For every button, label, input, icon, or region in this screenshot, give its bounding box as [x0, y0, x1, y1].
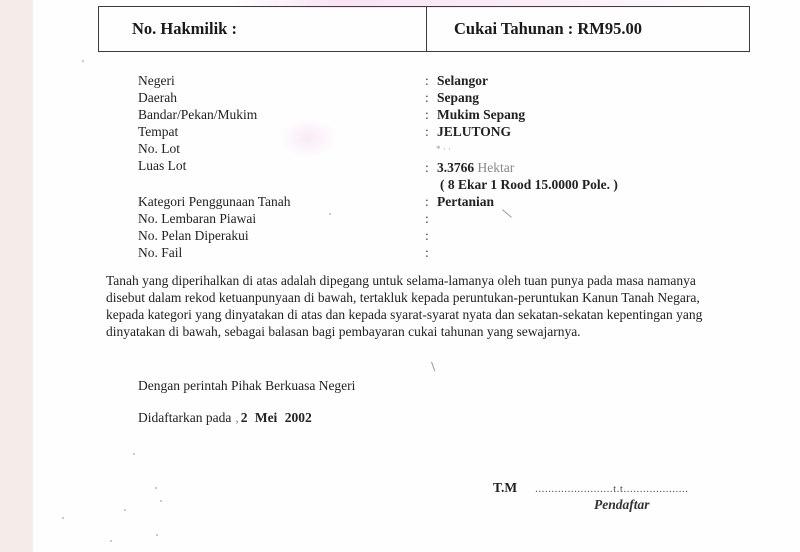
registration-label: Didaftarkan pada: [138, 410, 232, 425]
field-label-lembaran: No. Lembaran Piawai: [138, 211, 257, 226]
title-header-box: [98, 6, 750, 52]
area-unit: Hektar: [477, 160, 515, 175]
field-colon: :: [425, 194, 429, 209]
scan-speck: [133, 453, 135, 455]
field-label-negeri: Negeri: [138, 73, 175, 88]
field-value-negeri: Selangor: [437, 73, 489, 88]
tick-mark: ,: [235, 410, 239, 425]
field-label-lot: No. Lot: [138, 141, 180, 156]
area-hectare: 3.3766: [437, 160, 475, 175]
signatory-title: Pendaftar: [594, 497, 650, 512]
statement-line: disebut dalam rekod ketuanpunyaan di bawah, tertakluk kepada peruntukan-peruntukan Kanun Tanah Negara,: [106, 290, 700, 305]
field-colon: :: [425, 211, 429, 226]
registration-date: 2 Mei 2002: [240, 410, 312, 425]
scan-speck: [329, 213, 331, 215]
ownership-statement: [106, 272, 746, 340]
field-colon: :: [425, 107, 429, 122]
signature-line: [493, 479, 689, 498]
field-colon: :: [425, 228, 429, 243]
scan-speck: [155, 487, 157, 489]
statement-line: dinyatakan di bawah, sebagai balasan bagi pembayaran cukai tahunan yang sewajarnya.: [106, 324, 581, 339]
field-label-mukim: Bandar/Pekan/Mukim: [138, 107, 258, 122]
title-number-cell: [99, 7, 427, 51]
field-colon: :: [425, 160, 429, 175]
field-colon: :: [425, 90, 429, 105]
field-value-mukim: Mukim Sepang: [437, 107, 526, 122]
signature-dots: ........................t.t....................: [535, 483, 689, 495]
annual-tax-label: Cukai Tahunan : RM95.00: [454, 19, 642, 38]
field-value-lot: * · ·: [436, 144, 451, 154]
field-value-tempat: JELUTONG: [437, 124, 512, 139]
field-label-daerah: Daerah: [138, 90, 177, 105]
field-colon: :: [425, 245, 429, 260]
title-number-label: No. Hakmilik :: [132, 19, 237, 38]
field-colon: :: [425, 73, 429, 88]
field-label-fail: No. Fail: [138, 245, 183, 260]
field-colon: :: [425, 124, 429, 139]
statement-line: kepada kategori yang dinyatakan di atas dan kepada syarat-syarat nyata dan sekatan-sekatan kepentingan yang: [106, 307, 703, 322]
field-value-kategori: Pertanian: [437, 194, 494, 209]
scan-speck: [124, 509, 126, 511]
statement-line: Tanah yang diperihalkan di atas adalah dipegang untuk selama-lamanya oleh tuan punya pada masa namanya: [106, 273, 696, 288]
registration-line: [138, 409, 312, 426]
field-value-luas: [437, 159, 514, 176]
scan-speck: [62, 517, 64, 519]
authority-statement: Dengan perintah Pihak Berkuasa Negeri: [138, 378, 356, 393]
ink-spot: [278, 118, 338, 158]
field-label-kategori: Kategori Penggunaan Tanah: [138, 194, 291, 209]
field-label-tempat: Tempat: [138, 124, 179, 139]
scan-speck: [160, 500, 162, 502]
field-value-daerah: Sepang: [437, 90, 480, 105]
field-label-pelan: No. Pelan Diperakui: [138, 228, 249, 243]
field-value-luas-imperial: ( 8 Ekar 1 Rood 15.0000 Pole. ): [440, 177, 618, 192]
field-label-luas: Luas Lot: [138, 158, 187, 173]
scan-speck: [110, 540, 112, 542]
scan-margin: [0, 0, 33, 552]
scan-speck: [156, 534, 158, 536]
scan-speck: [82, 60, 84, 62]
tm-label: T.M: [493, 480, 518, 495]
annual-tax-cell: [427, 7, 749, 51]
